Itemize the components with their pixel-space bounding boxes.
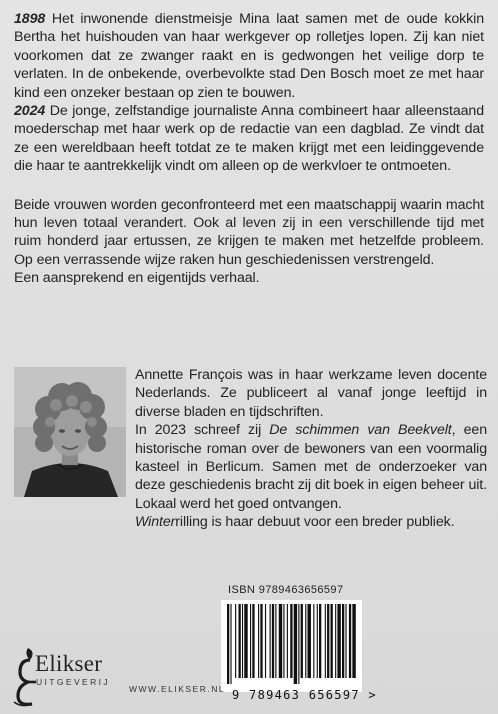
barcode-bar [342,604,344,678]
publisher-subtitle: UITGEVERIJ [36,677,111,687]
barcode-bar [235,604,236,678]
bio-paragraph-2: In 2023 schreef zij De schimmen van Beekvelt, een historische roman over de bewoners van een voormalig kasteel in Berlicum. Samen met de onderzoeker van deze geschiedenis bracht zij dit boek in eigen beheer uit. Lokaal werd het goed ontvangen. [135,422,488,512]
barcode-bar [252,604,254,678]
bio-paragraph-3: Winterrilling is haar debuut voor een breder publiek. [135,514,455,531]
barcode-bar [325,604,326,678]
barcode-bars [221,600,362,684]
publisher-website[interactable]: WWW.ELIKSER.NL [129,684,226,694]
barcode-bar [290,604,292,678]
isbn-label: ISBN 9789463656597 [228,584,344,596]
year-2024: 2024 [14,103,46,120]
barcode-bar [227,604,229,684]
blurb-tagline: Een aansprekend en eigentijds verhaal. [14,270,260,287]
blurb-text-2: De jonge, zelfstandige journaliste Anna combineert haar alleenstaand moederschap met haar werk op de redactie van een dagblad. Ze vindt dat ze een wereldbaan heeft totdat ze te maken krijgt met een leidinggevende die haar te aantrekkelijk vindt om alleen op de werkvloer te ontmoeten. [14,103,484,175]
publisher-name: Elikser [35,651,103,676]
barcode-bar [244,604,247,678]
barcode-bar [283,604,284,678]
barcode-bar [250,604,251,678]
barcode-bar [265,604,266,678]
book-title-beekvelt: De schimmen van Beekvelt [269,422,452,439]
barcode-bar [272,604,274,678]
blurb [14,10,484,288]
barcode-bar [287,604,288,678]
barcode-bar [331,604,333,678]
barcode-bar [349,604,351,678]
author-portrait-image [14,367,126,497]
barcode-bar [305,604,306,678]
barcode-bar [298,604,299,684]
barcode-bar [335,604,336,678]
blurb-paragraph-3: Beide vrouwen worden geconfronteerd met een maatschappij waarin macht hun leven totaal verandert. Ook al leven zij in een verschillende tijd met ruim honderd jaar ertussen, ze krijgen te maken met hetzelfde probleem. Op een verrassende wijze raken hun geschiedenissen verstrengeld. [14,196,484,268]
book-title-winterrilling: Winter [135,514,176,531]
barcode-bar [230,604,231,684]
barcode-bar [308,604,311,678]
year-1898: 1898 [14,11,46,27]
isbn-digits: 9 789463 656597 > [232,688,377,702]
barcode-bar [258,604,259,678]
author-photo [14,367,126,497]
blurb-text-1: Het inwonende dienstmeisje Mina laat samen met de oude kokkin Bertha het huishouden van haar werkgever op rolletjes lopen. Zij kan niet voorkomen dat ze zwanger raakt en is gedwongen het veilige dorp te verlaten. In de onbekende, overbevolkte stad Den Bosch moet ze met haar kind een onzeker bestaan op zien te bouwen. [14,11,485,101]
barcode-bar [260,604,262,678]
blurb-paragraph-2 [14,102,484,176]
barcode-bar [242,604,243,678]
barcode-bar [279,604,282,678]
barcode-bar [239,604,241,678]
blurb-paragraph-1 [14,10,484,102]
barcode-bar [294,604,297,684]
barcode-bar [352,604,355,678]
bio-paragraph-1: Annette François was in haar werkzame leven docente Nederlands. Ze publiceert al vanaf jonge leeftijd in diverse bladen en tijdschriften. [135,367,487,420]
barcode-bar [345,604,346,678]
barcode-bar [319,604,321,678]
barcode-bar [270,604,271,678]
barcode-bar [275,604,276,678]
author-bio [135,366,487,532]
barcode-bar [313,604,314,678]
barcode [221,600,362,692]
barcode-bar [327,604,329,678]
barcode-bar [337,604,340,678]
barcode-bar [317,604,318,678]
barcode-bar [301,604,303,678]
